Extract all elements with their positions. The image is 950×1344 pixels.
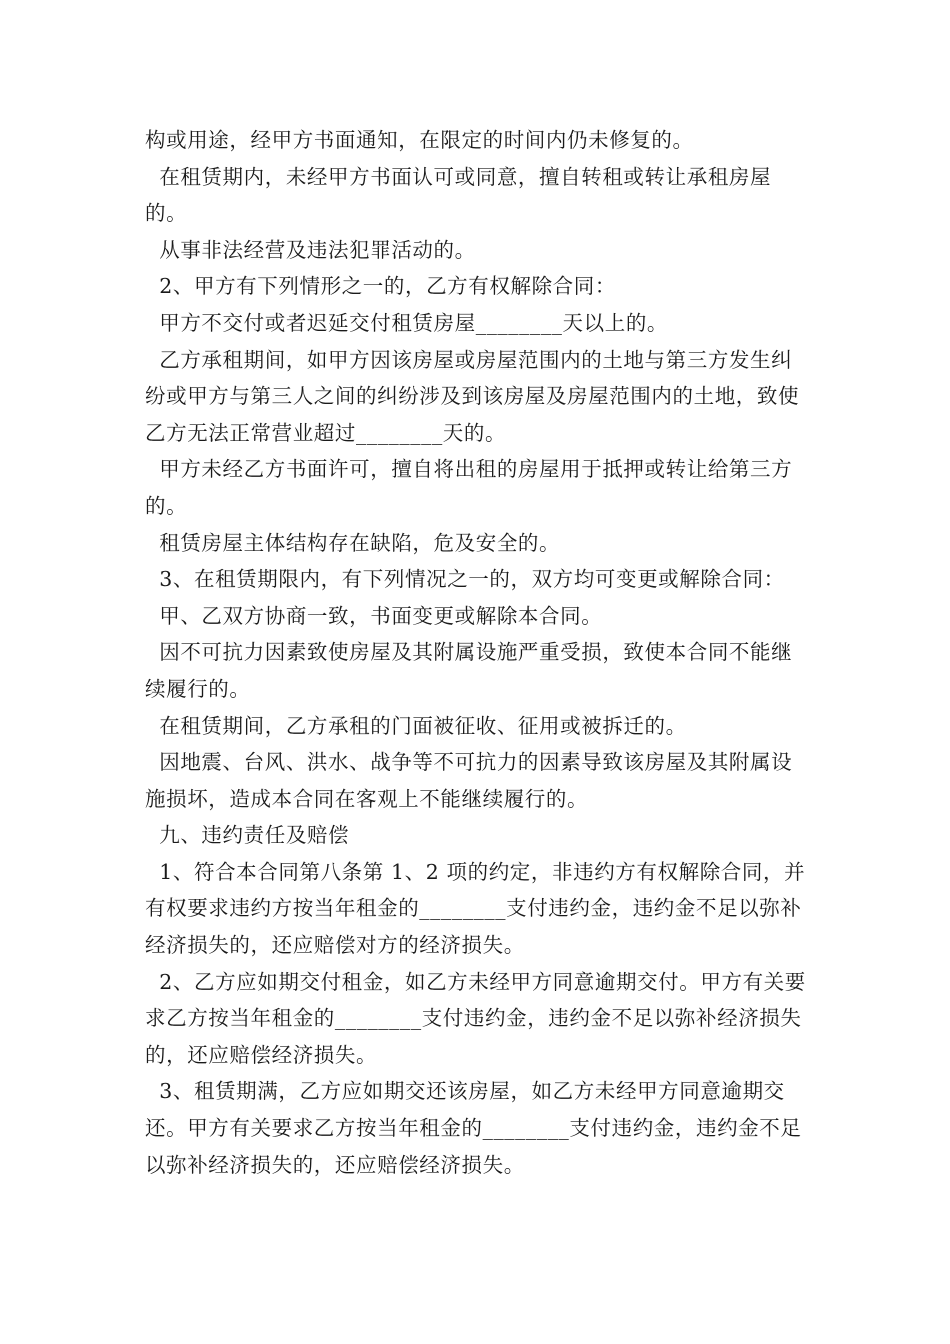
paragraph: 从事非法经营及违法犯罪活动的。 (145, 237, 476, 262)
paragraph: 甲方不交付或者迟延交付租赁房屋________天以上的。 (145, 310, 669, 335)
paragraph: 2、甲方有下列情形之一的，乙方有权解除合同： (145, 274, 616, 299)
paragraph: 1、符合本合同第八条第 1、2 项的约定，非违约方有权解除合同，并有权要求违约方按当年租金的________支付违约金，违约金不足以弥补经济损失的，还应赔偿对方的经济损失。 (145, 859, 806, 958)
document-body (145, 122, 809, 1183)
paragraph: 2、乙方应如期交付租金，如乙方未经甲方同意逾期交付。甲方有关要求乙方按当年租金的________支付违约金，违约金不足以弥补经济损失的，还应赔偿经济损失。 (145, 969, 806, 1067)
paragraph: 甲方未经乙方书面许可，擅自将出租的房屋用于抵押或转让给第三方的。 (145, 457, 793, 518)
paragraph: 因不可抗力因素致使房屋及其附属设施严重受损，致使本合同不能继续履行的。 (145, 640, 793, 701)
paragraph: 在租赁期内，未经甲方书面认可或同意，擅自转租或转让承租房屋的。 (145, 164, 772, 226)
paragraph: 构或用途，经甲方书面通知，在限定的时间内仍未修复的。 (145, 128, 694, 152)
section-heading: 九、违约责任及赔偿 (145, 823, 350, 848)
paragraph: 3、在租赁期限内，有下列情况之一的，双方均可变更或解除合同： (145, 567, 785, 592)
paragraph: 因地震、台风、洪水、战争等不可抗力的因素导致该房屋及其附属设施损坏，造成本合同在客观上不能继续履行的。 (145, 750, 793, 811)
paragraph: 租赁房屋主体结构存在缺陷，危及安全的。 (145, 530, 561, 555)
paragraph: 3、租赁期满，乙方应如期交还该房屋，如乙方未经甲方同意逾期交还。甲方有关要求乙方按当年租金的________支付违约金，违约金不足以弥补经济损失的，还应赔偿经济损失。 (145, 1079, 802, 1177)
paragraph: 甲、乙双方协商一致，书面变更或解除本合同。 (145, 603, 603, 628)
paragraph: 在租赁期间，乙方承租的门面被征收、征用或被拆迁的。 (145, 713, 687, 738)
paragraph: 乙方承租期间，如甲方因该房屋或房屋范围内的土地与第三方发生纠纷或甲方与第三人之间的纠纷涉及到该房屋及房屋范围内的土地，致使乙方无法正常营业超过________天的。 (145, 347, 800, 445)
